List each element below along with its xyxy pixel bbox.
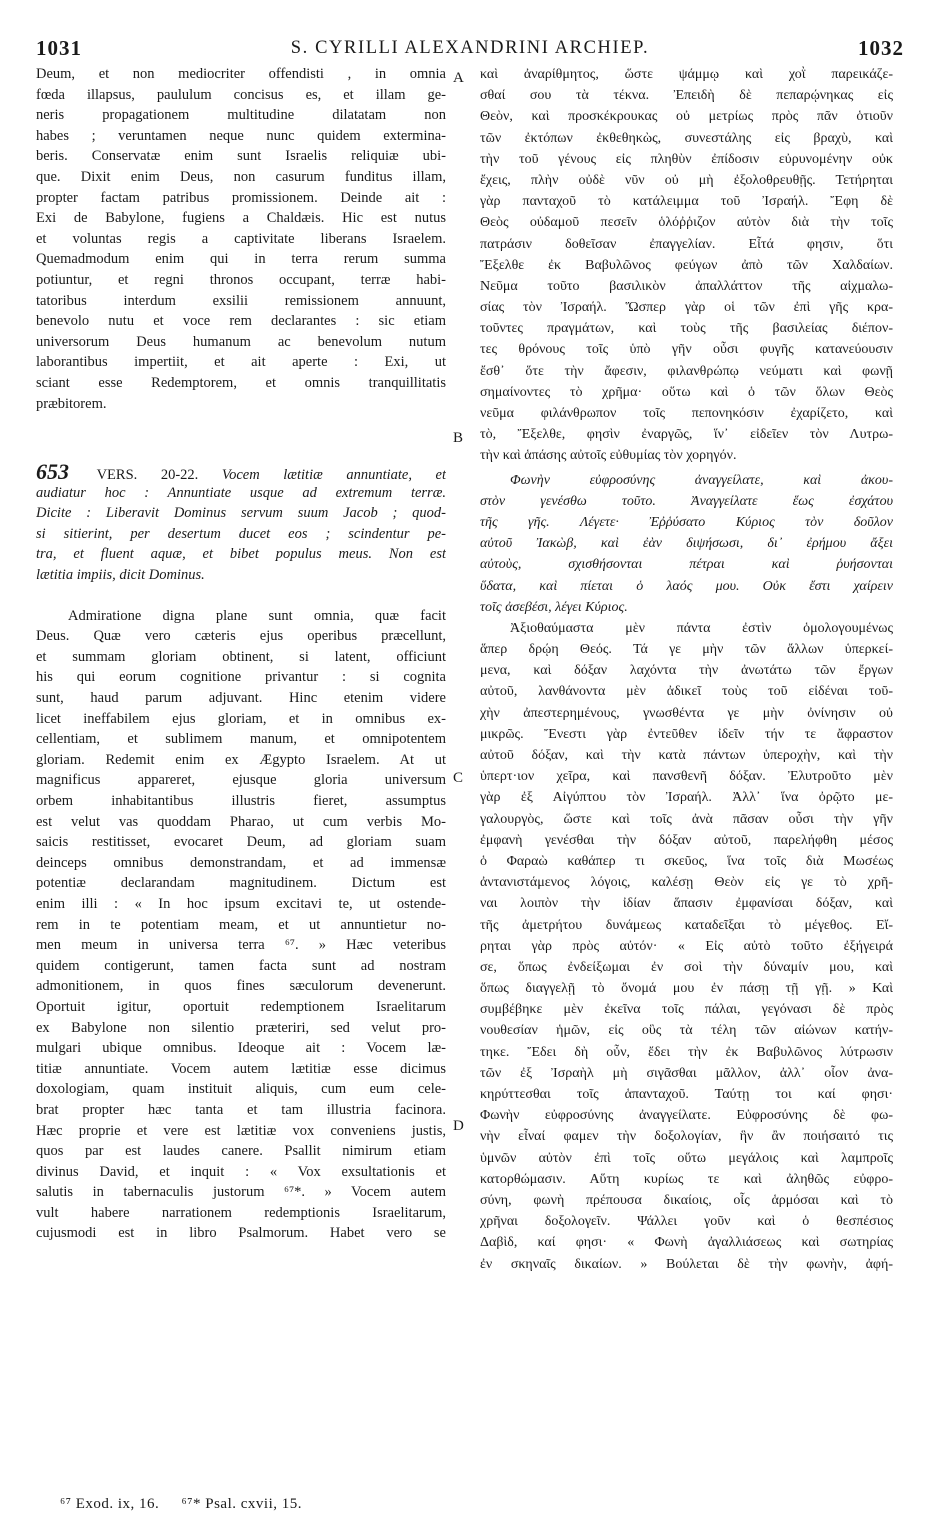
text-line: his qui eorum cognitione privantur : si cognita — [36, 669, 446, 686]
text-line: Deus. Quæ vero cæteris ejus operibus præcellunt, — [36, 628, 446, 645]
text-line: Deum, et non mediocriter offendisti , in omnia — [36, 66, 446, 82]
greek-verse-line: αὐτοὺς, σχισθήσονται πέτραι καὶ ῥυήσονται — [480, 557, 893, 573]
text-line: quidem contigerunt, tamen facta sunt ad nostram — [36, 957, 446, 974]
text-line: Exi de Babylone, fugiens a Chaldæis. Hic est nutus — [36, 210, 446, 227]
greek-verse-line: ὕδατα, καὶ πίεται ὁ λαός μου. Οὐκ ἔστι χαίρειν — [480, 578, 893, 594]
text-line: Oportuit igitur, oportuit redemptionem Israelitarum — [36, 998, 446, 1015]
greek-verse-line: τοῖς ἀσεβέσι, λέγει Κύριος. — [480, 599, 628, 615]
greek-line: Ἀξιοθαύμαστα μὲν πάντα ἐστὶν ὁμολογουμένως — [510, 620, 893, 636]
greek-line: ναι λοιπὸν τὴν ἰδίαν ἅπασιν ἐμφανίσαι δόξαν, καὶ — [480, 896, 893, 912]
text-line: est velut vas quoddam Pharao, ut cum verbis Mo- — [36, 813, 446, 830]
greek-line: τες θρόνους τοῖς ὑπὸ γῆν οὖσι φυγῆς κατανεύουσιν — [480, 342, 893, 358]
verse-line: lætitia impiis, dicit Dominus. — [36, 567, 205, 584]
greek-line: Νεῦμα τοῦτο βασιλικὸν ἀπαλλάττον τῆς αἰχμαλω- — [480, 278, 893, 294]
latin-verse-block — [36, 462, 446, 586]
greek-line: ἐν σκηναῖς δικαίων. » Βούλεται δὲ τὴν φωνὴν, ἀφή- — [480, 1256, 893, 1272]
latin-paragraph-1 — [36, 64, 446, 414]
section-number: 653 — [36, 462, 69, 483]
greek-line: τῆς ἀμετρήτου δυνάμεως καταδεῖξαι τὸ μέγεθος. Εἴ- — [480, 917, 893, 933]
greek-line: μενα, καὶ δόξαν λαχόντα τὴν ἀνωτάτω τῶν ἔργων — [480, 663, 893, 679]
text-line: divinus David, et inquit : « Vox exsultationis et — [36, 1163, 446, 1180]
verse-reference: VERS. 20-22. — [96, 467, 199, 483]
greek-line: κατορθώμασιν. Αὕτη κυρίως τε καὶ ἀληθῶς εὐφρο- — [480, 1171, 893, 1187]
greek-line: ἔσθ᾽ ὅτε τὴν ἄφεσιν, φιλανθρώπῳ νεύματι καὶ φωνῇ — [480, 363, 893, 379]
text-line: salutis in tabernaculis justorum ⁶⁷*. » Vocem autem — [36, 1184, 446, 1201]
text-line: laborantibus impertiit, et ait aperte : Exi, ut — [36, 354, 446, 371]
greek-line: γαλουργὸς, ὥστε καὶ τοῖς ἀνὰ πᾶσαν οὖσι τὴν γῆν — [480, 811, 893, 827]
text-line: men meum in universa terra ⁶⁷. » Hæc veteribus — [36, 937, 446, 954]
text-line: mulgari ubique omnibus. Ideoque ait : Vocem læ- — [36, 1040, 446, 1057]
greek-line: Φωνὴν εὐφροσύνης ἀναγγείλατε. Εὐφροσύνης δὲ φω- — [480, 1108, 893, 1124]
text-line: potiuntur, et regni thronos occupant, terræ habi- — [36, 271, 446, 288]
latin-verse-lines — [36, 483, 446, 586]
text-line: sunt, haud parum adjuvant. Hinc etenim videre — [36, 690, 446, 707]
margin-letter-d: D — [453, 1118, 464, 1134]
page-number-left: 1031 — [36, 36, 82, 60]
greek-paragraph-2 — [480, 618, 893, 1275]
greek-line: αὐτοῦ, λανθάνοντα μὲν ἀδικεῖ τοὺς τοῦ εἰδέναι τοῦ- — [480, 684, 893, 700]
text-line: benevolo nutu et voce rem declarantes : sic etiam — [36, 313, 446, 330]
text-line: doxologiam, quam instituit aliquis, cum eum cele- — [36, 1081, 446, 1098]
greek-line: σίας τὸν Ἰσραήλ. Ὥσπερ γὰρ οἱ τῶν ἐπὶ γῆς κρα- — [480, 300, 893, 316]
greek-line: τοῦντες πραγμάτων, καὶ τοὺς τῆς βασιλείας διέπον- — [480, 321, 893, 337]
text-line: habes ; veruntamen neque nunc quidem extermina- — [36, 127, 446, 144]
greek-line: πατράσιν δοθεῖσαν ἐπαγγελίαν. Εἶτά φησιν, ὅτι — [480, 236, 893, 252]
greek-line: γὰρ πανταχοῦ τὸ κατάλειμμα τοῦ Ἰσραήλ. Ἔφη δὲ — [480, 194, 893, 210]
verse-line: Dicite : Liberavit Dominus servum suum Jacob ; quod- — [36, 505, 446, 522]
text-line: admonitionem, in quos fines sæculorum devenerunt. — [36, 978, 446, 995]
text-line: præbitorem. — [36, 395, 107, 412]
greek-line: ἀντανιστάμενος λόγοις, καλέσῃ Θεὸν εἰς γε τὸ χρῆ- — [480, 875, 893, 891]
verse-heading-line — [36, 462, 446, 483]
greek-line: τηκε. Ἔδει δὴ οὖν, ἔδει τὴν ἐκ Βαβυλῶνος λύτρωσιν — [480, 1044, 893, 1060]
text-line: Admiratione digna plane sunt omnia, quæ facit — [68, 607, 446, 624]
text-line: licet ineffabilem ejus gloriam, et in omnibus ex- — [36, 710, 446, 727]
greek-column — [480, 64, 893, 1275]
spacer — [36, 414, 446, 462]
text-line: et summam gloriam obtinent, si latent, officiunt — [36, 648, 446, 665]
greek-line: τῶν ἐκτόπων ἐκθεθηκὼς, συνεστάλης εἰς βραχὺ, καὶ — [480, 130, 893, 146]
greek-verse-block — [480, 470, 893, 618]
greek-line: σθαί σου τὰ τέκνα. Ἐπειδὴ δὲ πεπαρῴνηκας εἰς — [480, 88, 893, 104]
greek-line: σημαίνοντες τὸ χρῆμα· οὕτω καὶ ὁ τῶν ὅλων Θεὸς — [480, 384, 893, 400]
greek-line: κηρύττεσθαι τοῖς ἁπανταχοῦ. Ταύτῃ τοι καί φησι· — [480, 1087, 893, 1102]
margin-letter-c: C — [453, 770, 464, 786]
greek-line: τῶν ἐξ Ἰσραὴλ μὴ σιγᾶσθαι μᾶλλον, ἀλλ᾽ οἷον ἀνα- — [480, 1065, 893, 1081]
text-line: cujusmodi est in libro Psalmorum. Habet vero se — [36, 1225, 446, 1242]
greek-line: Δαβὶδ, καί φησι· « Φωνὴ ἀγαλλιάσεως καὶ σωτηρίας — [480, 1235, 893, 1251]
text-line: gloriam. Redemit enim ex Ægypto Israelem. At ut — [36, 751, 446, 768]
text-line: propter factam patribus promissionem. Deinde ait : — [36, 189, 446, 206]
greek-line: Θεὸν, καὶ προσκέκρουκας οὐ μετρίως πρὸς πᾶν ὁτιοῦν — [480, 109, 893, 125]
margin-letter-a: A — [453, 70, 464, 86]
text-line: Hæc proprie et vere est lætitiæ vox conveniens justis, — [36, 1122, 446, 1139]
greek-line: ρηται γὰρ πρὸς αὐτόν· « Εἰς αὐτὸ τοῦτο ἐξήγειρά — [480, 938, 893, 954]
text-line: beris. Conservatæ enim sunt Israelis reliquiæ ubi- — [36, 148, 446, 165]
margin-letter-b: B — [453, 430, 464, 446]
greek-line: νὴν εἶναί φαμεν τὴν δοξολογίαν, ἣν ἂν ποιήσαιτό τις — [480, 1129, 893, 1145]
text-line: potentiæ declarandam magnitudinem. Dictum est — [36, 875, 446, 892]
text-line: magnificus appareret, ejusque gloria universum — [36, 772, 446, 789]
latin-paragraph-2 — [36, 606, 446, 1244]
greek-line: νουθεσίαν ἡμῶν, εἰς οὓς τὰ τέλη τῶν αἰώνων κατήν- — [480, 1023, 893, 1039]
text-line: titiæ annuntiate. Vocem autem lætitiæ esse dicimus — [36, 1060, 446, 1077]
verse-line: audiatur hoc : Annuntiate usque ad extremum terræ. — [36, 484, 446, 501]
text-line: orbem inhabitantibus illustris fieret, assumptus — [36, 793, 446, 809]
greek-line: νεῦμα φιλάνθρωπον τοῖς πεπονηκόσιν ἐχαρίζετο, καὶ — [480, 406, 893, 421]
text-line: deinceps omnibus demonstrandam, et ad immensæ — [36, 854, 446, 871]
text-line: neris propagationem multitudine dilatatam non — [36, 107, 446, 124]
text-line: brat propter hæc tanta et tam illustria facinora. — [36, 1101, 446, 1118]
text-line: cellentiam, et sublimem manum, et omnipotentem — [36, 731, 446, 748]
greek-line: ὑπερτ·ιον χεῖρα, καὶ πανσθενῆ δόξαν. Ἐλυτροῦτο μὲν — [480, 769, 893, 785]
greek-line: τὴν τοῦ γένους εἰς πληθὺν ἐπίδοσιν εὐρυνομένην οὐκ — [480, 151, 893, 167]
greek-line: γὰρ ἐξ Αἰγύπτου τὸν Ἰσραήλ. Ἀλλ᾽ ἵνα ὀρῷτο με- — [480, 790, 893, 806]
verse-line: si sitierint, per desertum ducet eos ; scindentur pe- — [36, 525, 446, 542]
text-line: quos par est laudes canere. Psallit nimirum etiam — [36, 1143, 446, 1160]
greek-verse-line: αὐτοῦ Ἰακὼβ, καὶ ἐὰν διψήσωσι, δι᾽ ἐρήμου ἄξει — [480, 536, 893, 552]
greek-line: ὅπως διαγγελῇ τὸ ὄνομά μου ἐν πάσῃ τῇ γῇ. » Καὶ — [480, 981, 893, 997]
running-title: S. CYRILLI ALEXANDRINI ARCHIEP. — [290, 38, 650, 58]
greek-verse-line: Φωνὴν εὐφροσύνης ἀναγγείλατε, καὶ ἀκου- — [510, 472, 893, 488]
greek-line: καὶ ἀναρίθμητος, ὥστε ψάμμῳ καὶ χοῒ παρεικάζε- — [480, 67, 893, 82]
text-line: Quemadmodum enim qui in terra rerum summa — [36, 251, 446, 268]
greek-line: τὴν καὶ ἁπάσης αὐτοῖς εὐθυμίας τὸν χορηγόν. — [480, 448, 737, 464]
text-line: enim illi : « In hoc ipsum excitavi te, ut ostende- — [36, 895, 446, 912]
text-line: que. Dixit enim Deus, non casurum funditus illam, — [36, 168, 446, 185]
text-line: tatoribus interdum exsilii remissionem annuunt, — [36, 292, 446, 309]
greek-line: χὴν ἀπεστερημένους, γνωσθέντα γε μὴν ὀνίνησιν οὐ — [480, 705, 893, 721]
text-line: rem in te potentiam meam, et ut annuntietur no- — [36, 916, 446, 933]
text-line: fœda illapsus, paululum concisus es, et illam ge- — [36, 86, 446, 103]
greek-verse-line: τῆς γῆς. Λέγετε· Ἐῤῥύσατο Κύριος τὸν δοῦλον — [480, 514, 893, 530]
greek-line: Θεὸς οὐδαμοῦ πεσεῖν ὁλόῤῥιζον αὐτὸν διὰ τὴν τοῖς — [480, 215, 893, 231]
footnotes — [60, 1496, 320, 1513]
greek-line: σε, ὅπως ἐνδείξωμαι ἐν σοὶ τὴν δύναμίν μου, καὶ — [480, 959, 893, 975]
page-number-right: 1032 — [858, 36, 904, 60]
greek-line: χρῆναι δοξολογεῖν. Ψάλλει γοῦν καὶ ὁ θεσπέσιος — [480, 1214, 893, 1230]
spacer — [36, 586, 446, 606]
text-line: et voluntas regis a captivitate liberans Israelem. — [36, 230, 446, 247]
text-line: saicis restitisset, evocaret Deum, ad gloriam suam — [36, 834, 446, 851]
greek-line: τὸ, Ἔξελθε, φησὶν ἐναργῶς, ἵν᾽ εἰδεῖεν τὸν Λυτρω- — [480, 427, 893, 443]
latin-column — [36, 64, 446, 1244]
greek-line: σύνη, φωνὴ πρέπουσα δικαίοις, οἷς ἁρμόσαι καὶ τὸ — [480, 1192, 893, 1208]
footnote-67-star: ⁶⁷* Psal. cxvii, 15. — [181, 1496, 303, 1512]
text-line: sciant esse Redemptorem, et omnis tranquillitatis — [36, 374, 446, 391]
text-line: vult habere narrationem redemptionis Israelitarum, — [36, 1204, 446, 1221]
footnote-67: ⁶⁷ Exod. ix, 16. — [60, 1496, 160, 1512]
greek-line: ἔχεις, πλὴν οὐδὲ νῦν οὐ μὴ ἐξολοθρευθῇς. Τετήρηται — [480, 172, 893, 188]
page-header — [36, 36, 904, 60]
text-line: ex Babylone non silentio præteriri, sed velut pro- — [36, 1019, 446, 1036]
greek-verse-line: στὸν γενέσθω τοῦτο. Ἀναγγείλατε ἕως ἐσχάτου — [480, 493, 893, 509]
greek-line: ὑμνῶν αὐτὸν ἐπὶ τοῖς οὕτω μεγάλοις καὶ λαμπροῖς — [480, 1150, 893, 1166]
greek-line: μικρῶς. Ἔνεστι γὰρ ἐντεῦθεν ἰδεῖν τήν τε ἄφραστον — [480, 726, 893, 742]
greek-paragraph-1 — [480, 64, 893, 467]
greek-line: Ἔξελθε ἐκ Βαβυλῶνος φεύγων ἀπὸ τῶν Χαλδαίων. — [480, 257, 893, 273]
verse-first-line: Vocem lætitiæ annuntiate, et — [221, 467, 446, 483]
greek-line: ἅπερ δρῴη Θεός. Τά γε μὴν τῶν ἄλλων ὑπερκεί- — [480, 642, 893, 658]
greek-line: αὐτοῦ δόξαν, καὶ τὴν κατὰ πάντων ὑπεροχὴν, καὶ τὴν — [480, 748, 893, 763]
greek-line: ὁ Φαραὼ καθάπερ τι σκεῦος, ἵνα τοῖς διὰ Μωσέως — [480, 853, 893, 869]
greek-line: ἐμφανὴ γενέσθαι τὴν δόξαν αὐτοῦ, παρελήφθη μέσος — [480, 832, 893, 848]
greek-line: συμβέβηκε μὲν ἐκεῖνα τοῖς πάλαι, γεγόνασι δὲ πρὸς — [480, 1002, 893, 1018]
text-line: universorum Deus humanum ac benevolum nutum — [36, 333, 446, 350]
verse-line: tra, et fluent aquæ, et bibet populus meus. Non est — [36, 546, 446, 563]
